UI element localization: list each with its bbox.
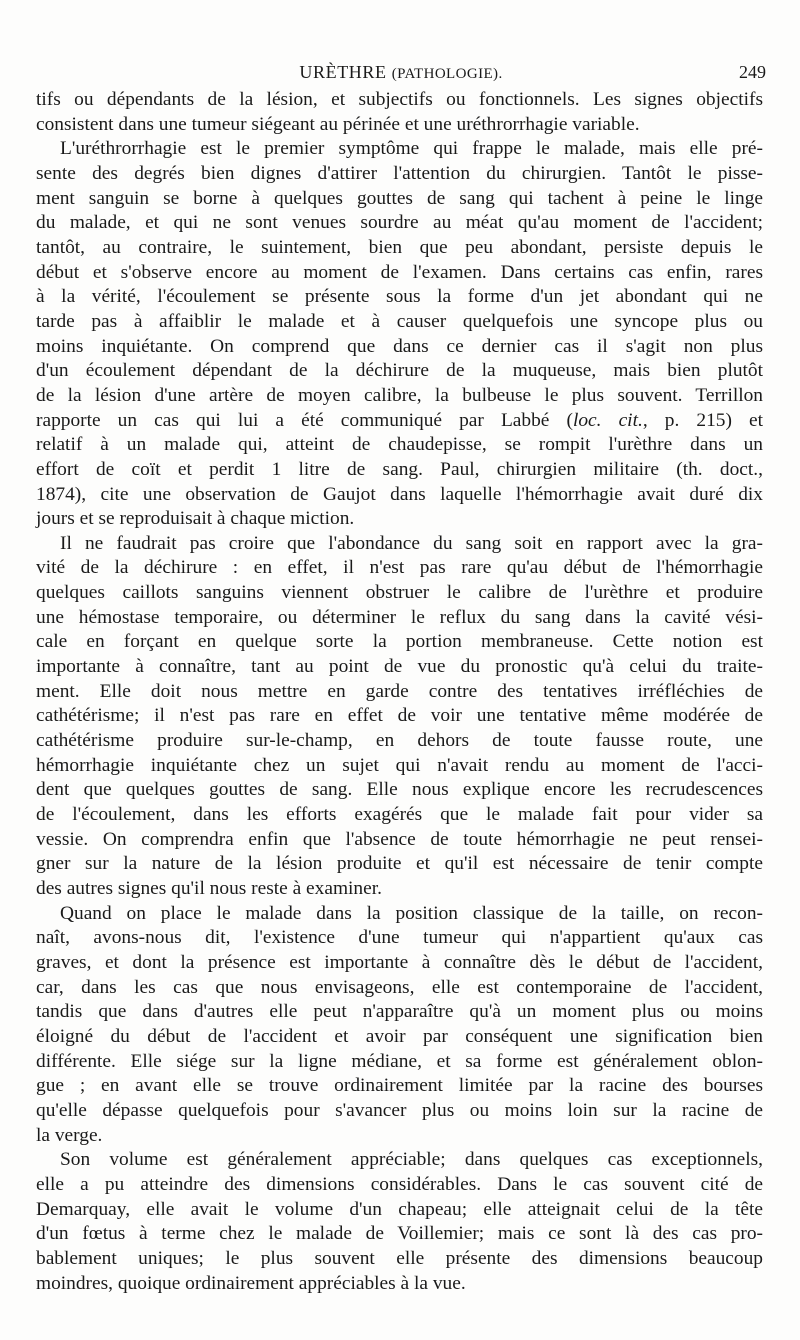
text-line: importante à connaître, tant au point de vue du pronostic qu'à celui du traite- bbox=[36, 656, 763, 678]
paragraph bbox=[36, 137, 763, 532]
text-line: Son volume est généralement appréciable; dans quelques cas exceptionnels, bbox=[60, 1149, 763, 1171]
text-line: une hémostase temporaire, ou déterminer le reflux du sang dans la cavité vési- bbox=[36, 606, 763, 628]
text-line: cathétérisme; il n'est pas rare en effet de voir une tentative même modérée de bbox=[36, 705, 763, 727]
text-line: du malade, et qui ne sont venues sourdre au méat qu'au moment de l'accident; bbox=[36, 212, 763, 234]
text-line: dent que quelques gouttes de sang. Elle nous explique encore les recrudescences bbox=[36, 779, 763, 801]
text-line: graves, et dont la présence est importante à connaître dès le début de l'accident, bbox=[36, 951, 763, 973]
text-line: consistent dans une tumeur siégeant au périnée et une uréthrorrhagie variable. bbox=[36, 113, 640, 135]
text-line: début et s'observe encore au moment de l'examen. Dans certains cas enfin, rares bbox=[36, 261, 763, 283]
text-line: gue ; en avant elle se trouve ordinairement limitée par la racine des bourses bbox=[36, 1075, 763, 1097]
text-line: ment sanguin se borne à quelques gouttes de sang qui tachent à peine le linge bbox=[36, 187, 763, 209]
text-line: rapporte un cas qui lui a été communiqué par Labbé (loc. cit., p. 215) et bbox=[36, 409, 763, 431]
text-line: à la vérité, l'écoulement se présente sous la forme d'un jet abondant qui ne bbox=[36, 286, 763, 308]
text-line: tandis que dans d'autres elle peut n'apparaître qu'à un moment plus ou moins bbox=[36, 1001, 763, 1023]
text-line: Il ne faudrait pas croire que l'abondance du sang soit en rapport avec la gra- bbox=[60, 532, 763, 554]
text-line: naît, avons-nous dit, l'existence d'une tumeur qui n'appartient qu'aux cas bbox=[36, 927, 763, 949]
text-line: des autres signes qu'il nous reste à examiner. bbox=[36, 878, 382, 899]
text-line: effort de coït et perdit 1 litre de sang. Paul, chirurgien militaire (th. doct., bbox=[36, 458, 763, 480]
text-line: tifs ou dépendants de la lésion, et subjectifs ou fonctionnels. Les signes objectifs bbox=[36, 89, 763, 110]
text-line: moins inquiétante. On comprend que dans ce dernier cas il s'agit non plus bbox=[36, 335, 763, 357]
header-title: URÈTHRE bbox=[299, 62, 387, 82]
text-line: sente des degrés bien dignes d'attirer l'attention du chirurgien. Tantôt le pisse- bbox=[36, 162, 763, 184]
text-line: Demarquay, elle avait le volume d'un chapeau; elle atteignait celui de la tête bbox=[36, 1198, 763, 1220]
text-line: vessie. On comprendra enfin que l'absence de toute hémorrhagie ne peut rensei- bbox=[36, 828, 763, 850]
text-line: relatif à un malade qui, atteint de chaudepisse, se rompit l'urèthre dans un bbox=[36, 434, 763, 456]
page-header-title bbox=[36, 58, 766, 88]
text-line: cathétérisme produire sur-le-champ, en dehors de toute fausse route, une bbox=[36, 730, 763, 752]
text-line: tantôt, au contraire, le suintement, bien que peu abondant, persiste depuis le bbox=[36, 236, 763, 258]
text-line: car, dans les cas que nous envisageons, elle est contemporaine de l'accident, bbox=[36, 976, 763, 998]
text-line: éloigné du début de l'accident et avoir par conséquent une signification bien bbox=[36, 1025, 763, 1047]
text-line: la verge. bbox=[36, 1124, 103, 1146]
text-line: ment. Elle doit nous mettre en garde contre des tentatives irréfléchies de bbox=[36, 680, 763, 702]
text-line: Quand on place le malade dans la position classique de la taille, on recon- bbox=[60, 902, 763, 924]
text-line: de l'écoulement, dans les efforts exagérés que le malade fait pour vider sa bbox=[36, 804, 763, 826]
text-line: moindres, quoique ordinairement appréciables à la vue. bbox=[36, 1272, 466, 1294]
text-line: gner sur la nature de la lésion produite et qu'il est nécessaire de tenir compte bbox=[36, 853, 763, 875]
text-line: hémorrhagie inquiétante chez un sujet qui n'avait rendu au moment de l'acci- bbox=[36, 754, 763, 776]
text-line: d'un fœtus à terme chez le malade de Voillemier; mais ce sont là des cas pro- bbox=[36, 1223, 763, 1245]
header-subtitle: (PATHOLOGIE). bbox=[391, 66, 503, 82]
text-line: quelques caillots sanguins viennent obstruer le calibre de l'urèthre et produire bbox=[36, 582, 763, 604]
text-line: elle a pu atteindre des dimensions considérables. Dans le cas souvent cité de bbox=[36, 1173, 763, 1195]
text-line: vité de la déchirure : en effet, il n'est pas rare qu'au début de l'hémorrhagie bbox=[36, 557, 763, 579]
paragraph bbox=[36, 1148, 763, 1296]
text-line: d'un écoulement dépendant de la déchirure de la muqueuse, mais bien plutôt bbox=[36, 360, 763, 382]
body-text bbox=[36, 88, 763, 1296]
text-line: jours et se reproduisait à chaque miction. bbox=[36, 508, 355, 530]
paragraph bbox=[36, 88, 763, 137]
text-line: qu'elle dépasse quelquefois pour s'avancer plus ou moins loin sur la racine de bbox=[36, 1099, 763, 1121]
text-line: bablement uniques; le plus souvent elle présente des dimensions beaucoup bbox=[36, 1247, 763, 1269]
text-line: cale en forçant en quelque sorte la portion membraneuse. Cette notion est bbox=[36, 631, 763, 653]
text-line: tarde pas à affaiblir le malade et à causer quelquefois une syncope plus ou bbox=[36, 310, 763, 332]
citation-italic: loc. cit. bbox=[572, 409, 643, 431]
page-number: 249 bbox=[739, 62, 766, 82]
paragraph bbox=[36, 902, 763, 1149]
text-line: différente. Elle siége sur la ligne médiane, et sa forme est généralement oblon- bbox=[36, 1050, 763, 1072]
text-line: L'uréthrorrhagie est le premier symptôme qui frappe le malade, mais elle pré- bbox=[60, 138, 763, 160]
text-line: de la lésion d'une artère de moyen calibre, la bulbeuse le plus souvent. Terrillon bbox=[36, 384, 763, 406]
paragraph bbox=[36, 532, 763, 902]
text-line: 1874), cite une observation de Gaujot dans laquelle l'hémorrhagie avait duré dix bbox=[36, 483, 763, 505]
running-head bbox=[36, 58, 766, 86]
